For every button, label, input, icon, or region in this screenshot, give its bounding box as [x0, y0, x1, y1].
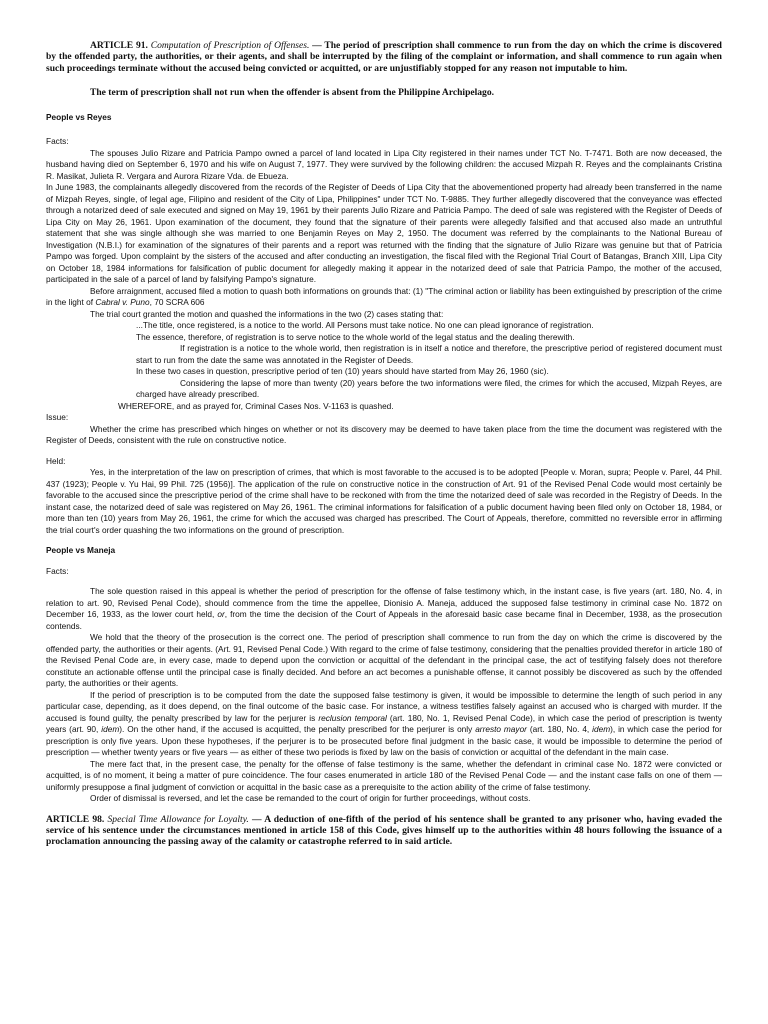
case-reyes-quote-5: Considering the lapse of more than twenty (20) years before the two informations were filed, the crimes for which the accused, Mizpah Reyes, are charged have already prescribed.: [136, 377, 722, 400]
article-91-body: — The period of prescription shall commence to run from the day on which the crime is discovered by the offended party, the authorities, or their agents, and shall be interrupted by the filing of the complaint or information, and shall commence to run again when such proceedings terminate without the accused being convicted or acquitted, or are unjustifiably stopped for any reason not imputable to him.: [46, 40, 722, 74]
article-91-second-paragraph: The term of prescription shall not run when the offender is absent from the Philippine Archipelago.: [90, 87, 494, 99]
p1-text-a: The sole question raised in this appeal is whether the period of prescription for the offense of false testimony which, in the instant case, is five years (art. 180, No. 4, in relation to art. 90, Revised Penal Code), should commence from the time the appellee, Dionisio A. Maneja, adduced the supposed false testimony in criminal case No. 1872 on December 16, 1933, as the lower court held,: [46, 586, 722, 620]
p3-text-c: ). On the other hand, if the accused is acquitted, the penalty prescribed for the perjurer is only: [119, 724, 476, 735]
case-reyes-facts-paragraph-2: In June 1983, the complainants allegedly discovered from the records of the Register of Deeds of Lipa City that the abovementioned property had already been transferred in the name of Mizpah Reyes, single, of legal age, Filipino and resident of the City of Lipa, Philippines" under TCT No. T-9885. They further allegedly discovered that the conveyance was effected through a notarized deed of sale executed and signed on May 19, 1961 by their parents Julio Rizare and Patricia Pampo. The deed of sale was registered with the Register of Deeds of Lipa City on May 26, 1961. Upon examination of the document, they found that the signature of their parents were allegedly falsified and that accused also made an untruthful statement that she was single although she was married to one Benjamin Reyes on May 2, 1950. The document was referred by the complainants to the National Bureau of Investigation (N.B.I.) for examination of the signatures of their parents and a report was returned with the finding that the signature of Julio Rizare was genuine but that of Patricia Pampo was forged. Upon complaint by the sisters of the accused and after conducting an investigation, the fiscal filed with the Regional Trial Court of Batangas, Branch XIII, Lipa City on October 18, 1984 informations for falsification of public document for allegedly making it appear in the notarized deed of sale that Patricia Pampo, the mother of the accused, participated in the sale of a parcel of land by falsifying Pampo's signature.: [46, 182, 722, 285]
article-98-title: Special Time Allowance for Loyalty.: [107, 813, 249, 825]
article-91: [46, 40, 722, 99]
p3-idem-2: idem: [592, 724, 611, 735]
case-maneja-paragraph-2: We hold that the theory of the prosecution is the correct one. The period of prescription shall commence to run from the day on which the crime is discovered by the offended party, the authorities or their agents. (Art. 91, Revised Penal Code.) With regard to the crime of false testimony, considering that the penalties provided therefor in article 180 of the Revised Penal Code are, in every case, made to depend upon the conviction or acquittal of the defendant in the principal case, the act of testifying falsely does not therefore constitute an actionable offense until the principal case is finally decided. And before an act becomes a punishable offense, it cannot possibly be discovered as such by the offended party, the authorities or their agents.: [46, 632, 722, 689]
arraignment-text: Before arraignment, accused filed a motion to quash both informations on grounds that: (1) "The criminal action or liability has been extinguished by prescription of the crime in the light of: [46, 285, 723, 308]
case-maneja: [46, 545, 722, 805]
case-maneja-paragraph-1: [46, 586, 722, 632]
article-91-title: Computation of Prescription of Offenses.: [150, 40, 310, 51]
p3-arresto-mayor: arresto mayor: [475, 724, 527, 735]
case-maneja-facts-label: Facts:: [46, 565, 69, 576]
case-reyes: [46, 112, 722, 537]
p3-text-a: If the period of prescription is to be computed from the date the supposed false testimony is given, it would be impossible to determine the length of such period in any particular case, depending, as it does depend, on the final outcome of the basic case. For instance, a witness testifies falsely against an accused who is charged with murder. If the accused is found guilty, the penalty prescribed by law for the perjurer is: [46, 689, 722, 723]
case-reyes-facts-paragraph-1: The spouses Julio Rizare and Patricia Pampo owned a parcel of land located in Lipa City registered in their names under TCT No. T-7471. Both are now deceased, the husband having died on September 6, 1970 and his wife on August 7, 1977. They were survived by the following children: the accused Mizpah R. Reyes and the complainants Cristina R. Masikat, Julieta R. Vergara and Aurora Rizare Vda. de Ebueza.: [46, 147, 722, 181]
article-98-text: [46, 814, 722, 848]
case-maneja-paragraph-3: [46, 690, 722, 759]
p3-text-b: (art. 180, No. 1, Revised Penal Code), in which case the period of prescription is twenty years (art. 90,: [46, 712, 722, 735]
p3-reclusion-temporal: reclusion temporal: [318, 712, 387, 723]
p3-text-d: (art. 180, No. 4,: [526, 724, 593, 735]
case-reyes-quote-4: In these two cases in question, prescriptive period of ten (10) years should have started from May 26, 1960 (sic).: [136, 366, 549, 377]
case-reyes-quote-1: ...The title, once registered, is a notice to the world. All Persons must take notice. No one can plead ignorance of registration.: [136, 320, 594, 331]
case-reyes-wherefore: WHEREFORE, and as prayed for, Criminal Cases Nos. V-1163 is quashed.: [118, 400, 394, 411]
p3-idem-1: idem: [101, 724, 120, 735]
case-reyes-facts-label: Facts:: [46, 136, 69, 147]
article-91-heading: ARTICLE 91.: [90, 40, 148, 51]
case-reyes-held-label: Held:: [46, 455, 66, 466]
case-reyes-trial: The trial court granted the motion and quashed the informations in the two (2) cases stating that:: [90, 308, 444, 319]
article-98-body: — A deduction of one-fifth of the period of his sentence shall be granted to any prisoner who, having evaded the service of his sentence under the circumstances mentioned in article 158 of this Code, gives himself up to the authorities within 48 hours following the issuance of a proclamation announcing the passing away of the calamity or catastrophe referred to in said article.: [46, 813, 722, 848]
case-reyes-quote-3: If registration is a notice to the whole world, then registration is in itself a notice and therefore, the prescriptive period of registered document must start to run from the date the same was annotated in the Register of Deeds.: [136, 343, 722, 365]
case-reyes-title: People vs Reyes: [46, 111, 112, 122]
case-reyes-arraignment: [46, 286, 722, 309]
article-98: [46, 814, 722, 848]
case-maneja-title: People vs Maneja: [46, 545, 116, 556]
article-98-heading: ARTICLE 98.: [46, 813, 105, 825]
case-reyes-held: Yes, in the interpretation of the law on prescription of crimes, that which is most favorable to the accused is to be adopted [People v. Moran, supra; People v. Parel, 44 Phil. 437 (1923); People v. Yu Hai, 99 Phil. 725 (1956)]. The application of the rule on constructive notice in the construction of Art. 91 of the Revised Penal Code would most certainly be favorable to the accused since the prescriptive period of the crime shall have to be reckoned with from the time the notarized deed of sale was recorded in the Registry of Deeds. In the instant case, the notarized deed of sale was registered on May 26, 1961. The criminal informations for falsification of a public document having been filed only on October 18, 1984, or more than ten (10) years from May 26, 1961, the crime for which the accused was charged has prescribed. The Court of Appeals, therefore, committed no reversible error in affirming the trial court's order quashing the two informations on the ground of prescription.: [46, 467, 722, 535]
article-91-text: [46, 40, 722, 74]
arraignment-citation: Cabral v. Puno: [95, 297, 150, 308]
case-reyes-issue-label: Issue:: [46, 412, 69, 423]
p3-text-e: ), in which case the period for prescription is only five years. Upon these hypotheses, if the perjurer is to be prosecuted before final judgment in the basic case, it would be impossible to determine the period of prescription — whether twenty years or five years — as either of these two periods is fixed by law on the basis of conviction or acquittal of the defendant in the main case.: [46, 724, 723, 758]
p1-text-b: , from the time the decision of the Court of Appeals in the aforesaid basic case became final in December, 1938, as the prosecution contends.: [46, 609, 722, 631]
arraignment-citation-ref: , 70 SCRA 606: [149, 297, 205, 308]
case-reyes-issue: Whether the crime has prescribed which hinges on whether or not its discovery may be deemed to have taken place from the time the document was registered with the Register of Deeds, consistent with the rule on constructive notice.: [46, 423, 722, 446]
case-maneja-paragraph-5: Order of dismissal is reversed, and let the case be remanded to the court of origin for further proceedings, without costs.: [90, 793, 531, 804]
p1-or: or: [217, 609, 225, 620]
case-maneja-paragraph-4: The mere fact that, in the present case, the penalty for the offense of false testimony is the same, whether the defendant in criminal case No. 1872 were convicted or acquitted, is of no moment, it being a matter of pure coincidence. The four cases enumerated in article 180 of the Revised Penal Code — and the instant case falls on one of them — uniformly presuppose a final judgment of conviction or acquittal in the basic case as a prerequisite to the action ability of the crime of false testimony.: [46, 758, 722, 792]
case-reyes-quote-2: The essence, therefore, of registration is to serve notice to the whole world of the legal status and the dealing therewith.: [136, 331, 575, 342]
